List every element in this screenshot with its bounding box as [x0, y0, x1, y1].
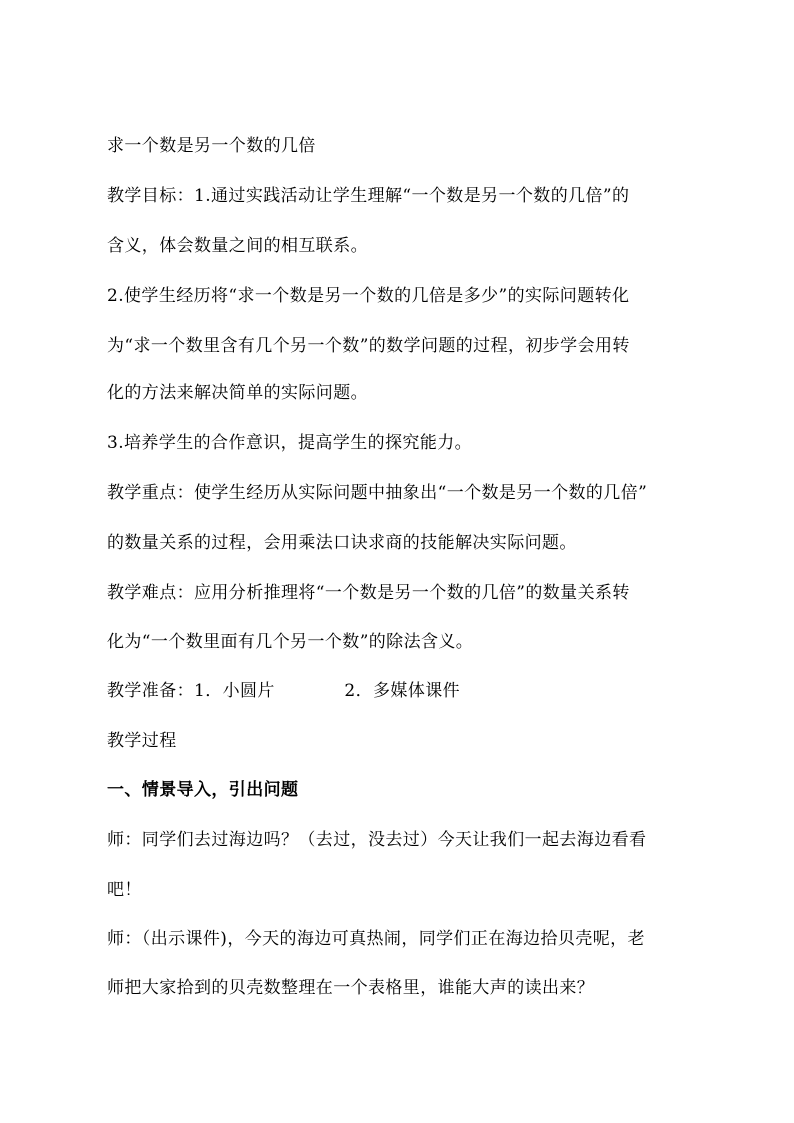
teacher-line-2: 吧！ — [107, 880, 142, 900]
teaching-goal-3: 3.培养学生的合作意识，提高学生的探究能力。 — [107, 433, 473, 453]
teaching-goal-2-line-1: 2.使学生经历将“求一个数是另一个数的几倍是多少”的实际问题转化 — [107, 286, 630, 306]
document-title: 求一个数是另一个数的几倍 — [107, 136, 316, 156]
difficulty-line-1: 教学难点：应用分析推理将“一个数是另一个数的几倍”的数量关系转 — [107, 583, 630, 603]
preparation-line: 教学准备：1．小圆片 2．多媒体课件 — [107, 681, 461, 701]
key-point-line-2: 的数量关系的过程，会用乘法口诀求商的技能解决实际问题。 — [107, 533, 577, 553]
teaching-goal-line-2: 含义，体会数量之间的相互联系。 — [107, 236, 368, 256]
teacher-line-4: 师把大家拾到的贝壳数整理在一个表格里，谁能大声的读出来？ — [107, 978, 595, 998]
difficulty-line-2: 化为“一个数里面有几个另一个数”的除法含义。 — [107, 632, 474, 652]
process-heading: 教学过程 — [107, 731, 177, 751]
teaching-goal-2-line-3: 化的方法来解决简单的实际问题。 — [107, 383, 368, 403]
section-heading-1: 一、情景导入，引出问题 — [107, 780, 299, 800]
teacher-line-1: 师：同学们去过海边吗？（去过，没去过）今天让我们一起去海边看看 — [107, 830, 647, 850]
key-point-line-1: 教学重点：使学生经历从实际问题中抽象出“一个数是另一个数的几倍” — [107, 483, 648, 503]
teaching-goal-2-line-2: 为“求一个数里含有几个另一个数”的数学问题的过程，初步学会用转 — [107, 336, 630, 356]
teaching-goal-line-1: 教学目标：1.通过实践活动让学生理解“一个数是另一个数的几倍”的 — [107, 186, 630, 206]
teacher-line-3: 师：（出示课件)，今天的海边可真热闹，同学们正在海边拾贝壳呢，老 — [107, 929, 645, 949]
